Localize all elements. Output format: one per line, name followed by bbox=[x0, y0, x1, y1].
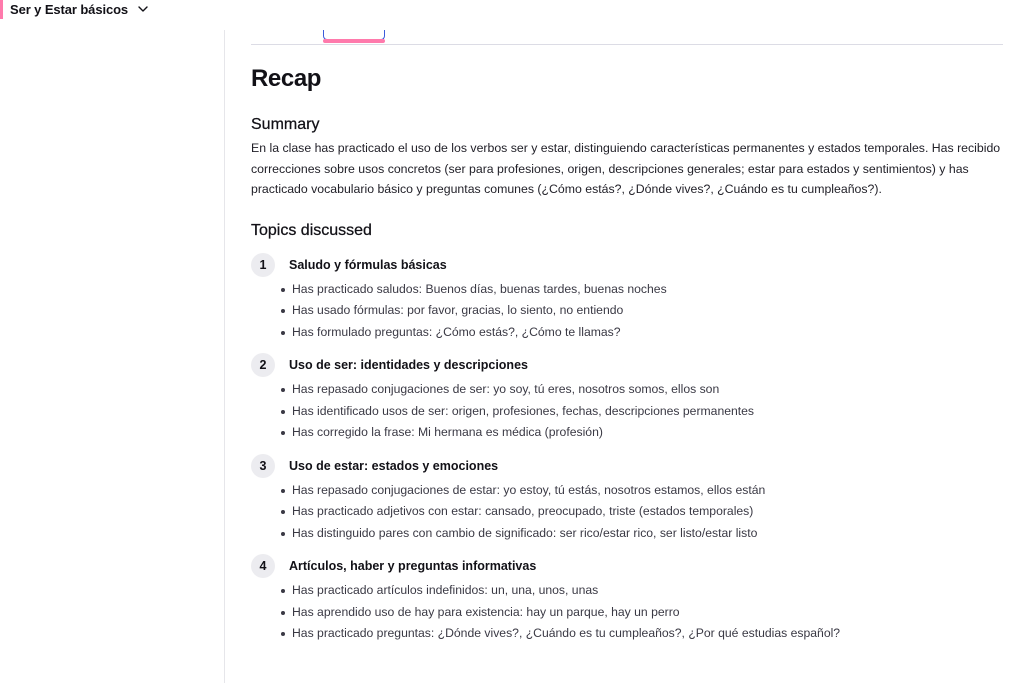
topic-title: Uso de ser: identidades y descripciones bbox=[289, 358, 528, 372]
tab-bar bbox=[251, 30, 1003, 45]
topic-point: Has repasado conjugaciones de ser: yo soy, tú eres, nosotros somos, ellos son bbox=[281, 379, 1011, 401]
chevron-down-icon bbox=[137, 3, 149, 15]
topic-number-badge: 2 bbox=[251, 353, 275, 377]
lesson-selector[interactable] bbox=[10, 0, 149, 18]
summary-text: En la clase has practicado el uso de los verbos ser y estar, distinguiendo características permanentes y estados temporales. Has recibido correcciones sobre usos concretos (ser para profesiones, origen, descripciones generales; estar para estados y sentimientos) y has practicado vocabulario básico y preguntas comunes (¿Cómo estás?, ¿Dónde vives?, ¿Cuándo es tu cumpleaños?). bbox=[251, 141, 1001, 196]
topics-heading: Topics discussed bbox=[251, 221, 372, 239]
top-bar bbox=[0, 0, 1024, 30]
topic-item bbox=[251, 353, 1011, 444]
topic-point: Has practicado preguntas: ¿Dónde vives?, ¿Cuándo es tu cumpleaños?, ¿Por qué estudias español? bbox=[281, 623, 1011, 645]
topic-item bbox=[251, 454, 1011, 545]
topic-point: Has usado fórmulas: por favor, gracias, lo siento, no entiendo bbox=[281, 300, 1011, 322]
topic-point: Has identificado usos de ser: origen, profesiones, fechas, descripciones permanentes bbox=[281, 401, 1011, 423]
topic-title: Artículos, haber y preguntas informativas bbox=[289, 559, 537, 573]
topic-header bbox=[251, 253, 1011, 277]
accent-bar bbox=[0, 0, 3, 19]
topic-points bbox=[281, 379, 1011, 444]
topic-points bbox=[281, 580, 1011, 645]
topic-title: Saludo y fórmulas básicas bbox=[289, 257, 447, 272]
topic-item bbox=[251, 554, 1011, 645]
sidebar bbox=[0, 30, 225, 683]
topic-number-badge: 1 bbox=[251, 253, 275, 277]
tab-active-indicator bbox=[323, 39, 385, 43]
topic-title: Uso de estar: estados y emociones bbox=[289, 458, 499, 473]
topic-header bbox=[251, 353, 1011, 377]
summary-heading: Summary bbox=[251, 116, 320, 133]
topic-point: Has repasado conjugaciones de estar: yo estoy, tú estás, nosotros estamos, ellos están bbox=[281, 480, 1011, 502]
topic-point: Has corregido la frase: Mi hermana es médica (profesión) bbox=[281, 422, 1011, 444]
topic-point: Has practicado artículos indefinidos: un, una, unos, unas bbox=[281, 580, 1011, 602]
topic-point: Has distinguido pares con cambio de significado: ser rico/estar rico, ser listo/estar listo bbox=[281, 523, 1011, 545]
recap-content bbox=[251, 64, 1011, 645]
topic-points bbox=[281, 279, 1011, 344]
topic-point: Has practicado adjetivos con estar: cansado, preocupado, triste (estados temporales) bbox=[281, 501, 1011, 523]
topic-points bbox=[281, 480, 1011, 545]
page-title: Recap bbox=[251, 65, 322, 92]
topic-header bbox=[251, 454, 1011, 478]
topic-item bbox=[251, 253, 1011, 344]
lesson-title: Ser y Estar básicos bbox=[10, 1, 129, 17]
topic-number-badge: 3 bbox=[251, 454, 275, 478]
topic-number-badge: 4 bbox=[251, 554, 275, 578]
topic-point: Has aprendido uso de hay para existencia: hay un parque, hay un perro bbox=[281, 602, 1011, 624]
topic-point: Has formulado preguntas: ¿Cómo estás?, ¿Cómo te llamas? bbox=[281, 322, 1011, 344]
topic-header bbox=[251, 554, 1011, 578]
topic-point: Has practicado saludos: Buenos días, buenas tardes, buenas noches bbox=[281, 279, 1011, 301]
main-panel bbox=[226, 30, 1024, 683]
